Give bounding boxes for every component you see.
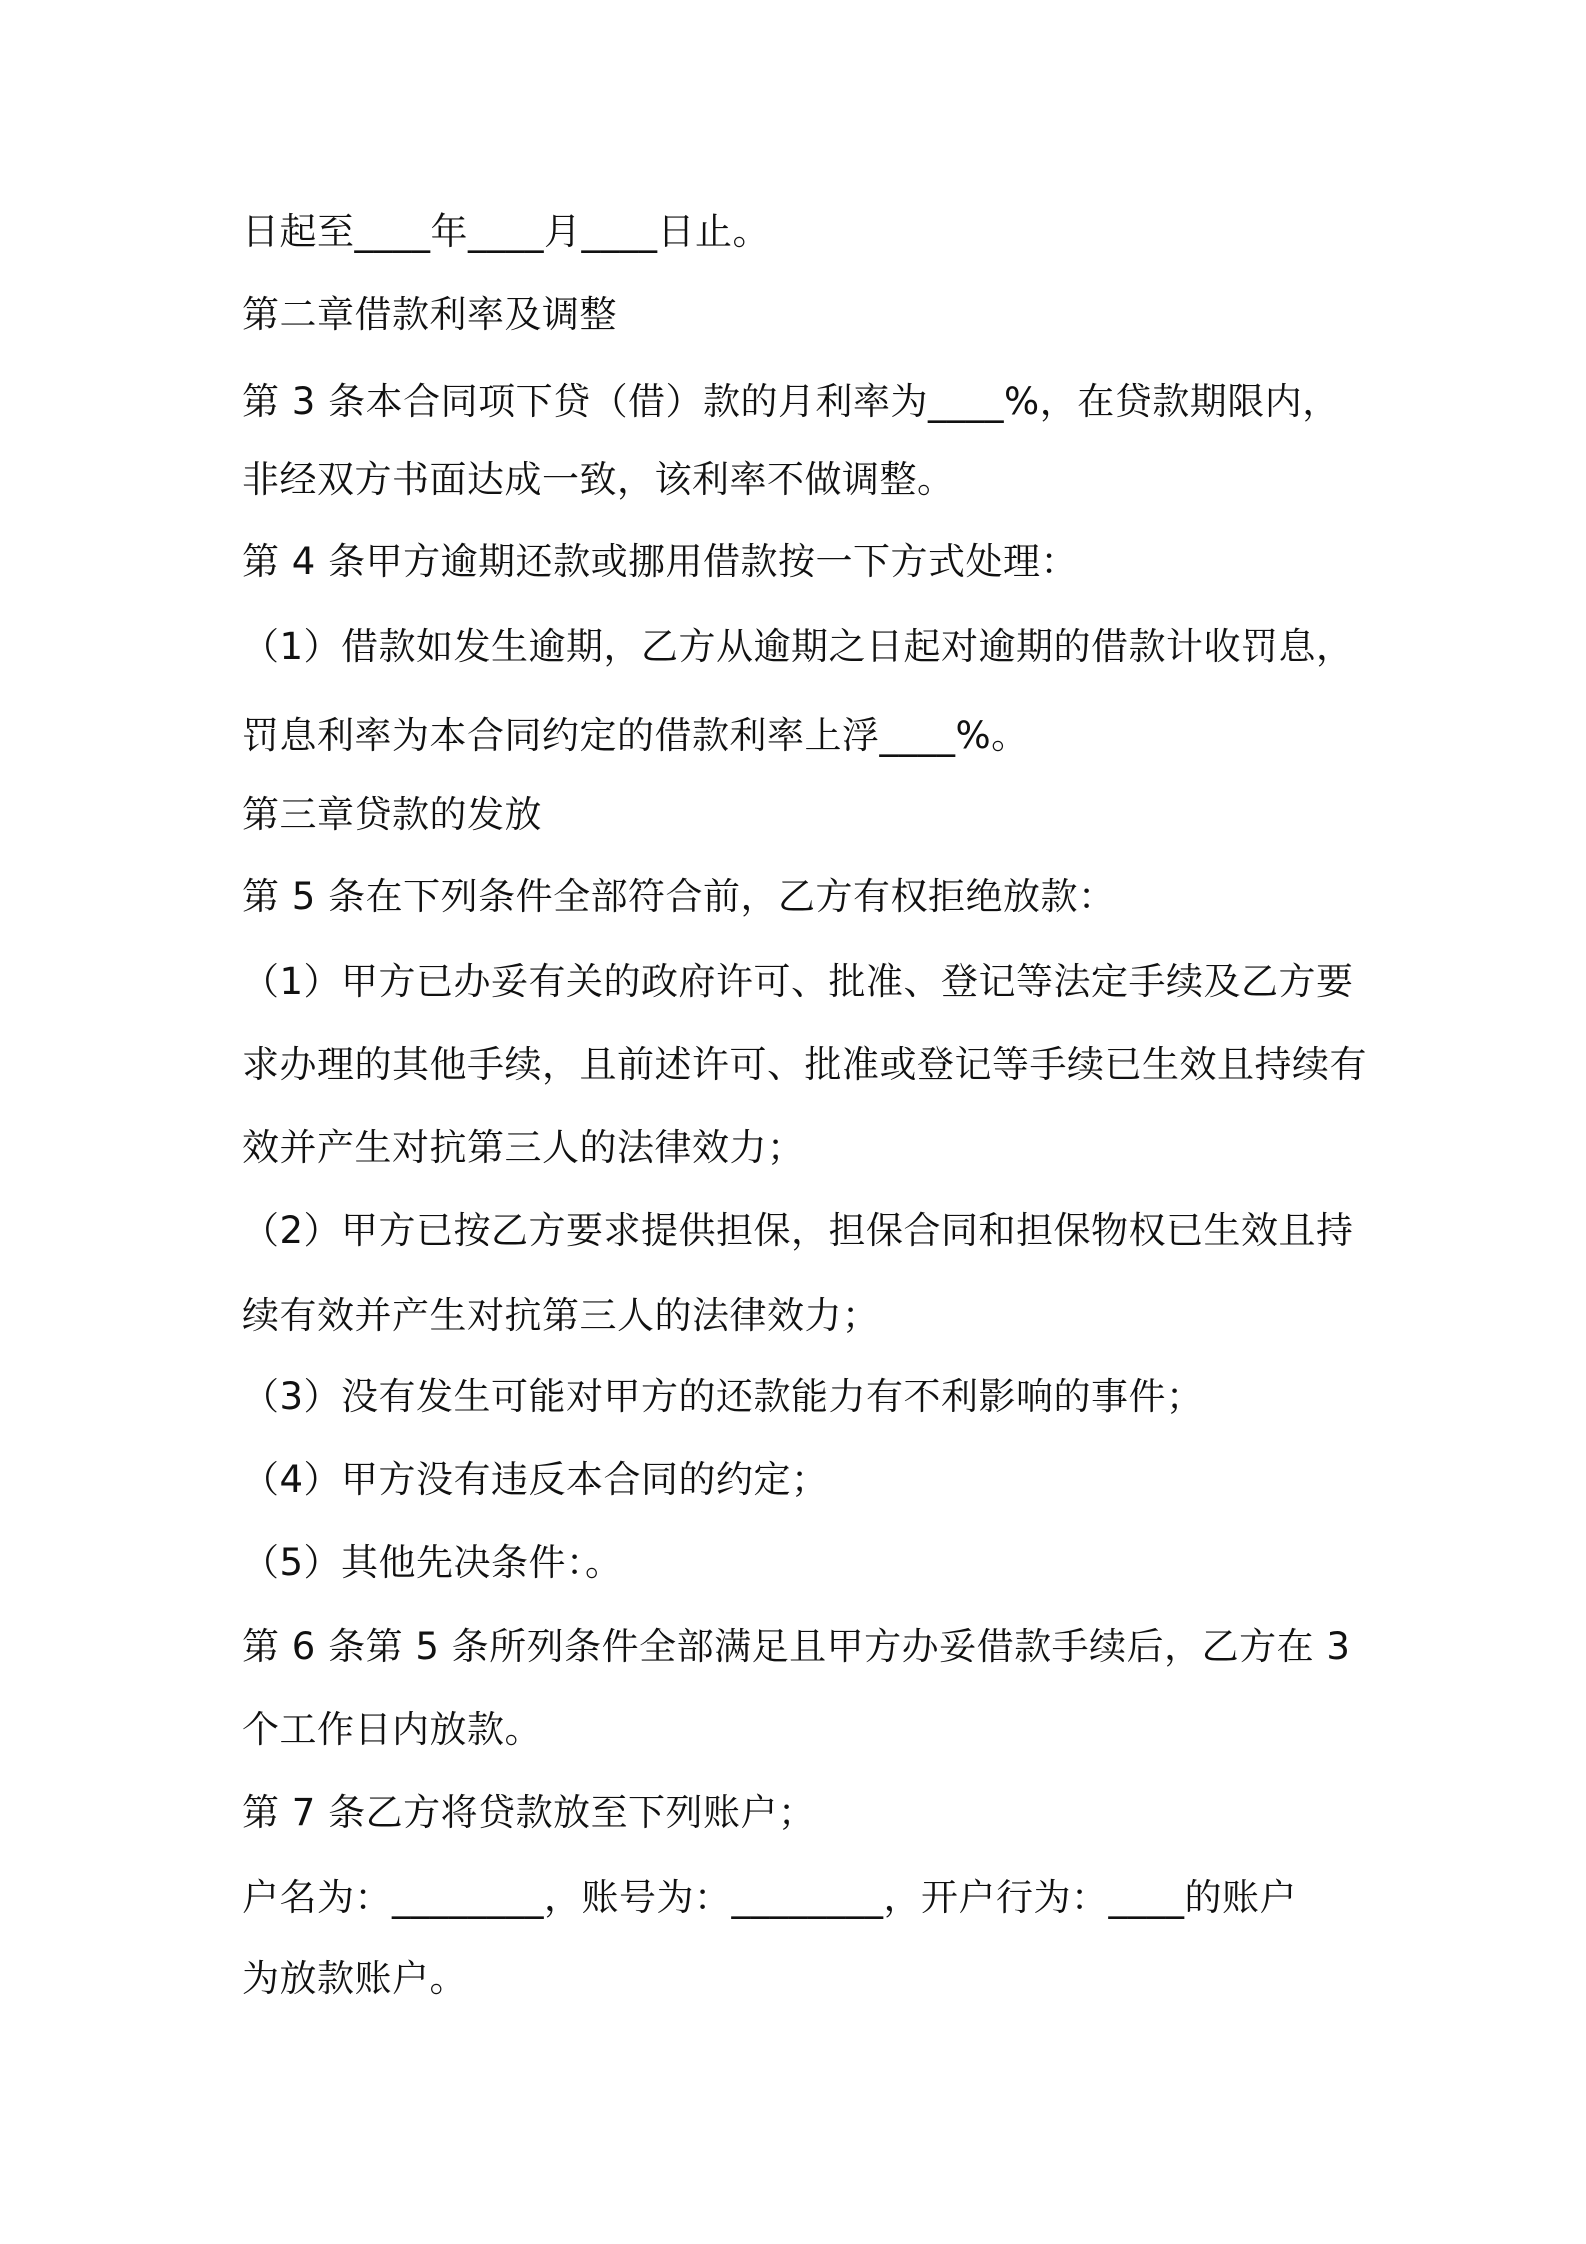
text-line: 第 3 条本合同项下贷（借）款的月利率为____%，在贷款期限内， bbox=[242, 380, 1340, 423]
text-line: 户名为：________，账号为：________，开户行为：____的账户 bbox=[242, 1876, 1297, 1919]
chapter-heading: 第二章借款利率及调整 bbox=[242, 293, 617, 336]
text-line: 效并产生对抗第三人的法律效力； bbox=[242, 1126, 805, 1169]
text-line: 个工作日内放款。 bbox=[242, 1708, 542, 1751]
text-line: 日起至____年____月____日止。 bbox=[242, 210, 770, 253]
text-line: 非经双方书面达成一致，该利率不做调整。 bbox=[242, 458, 955, 501]
text-line: 续有效并产生对抗第三人的法律效力； bbox=[242, 1294, 880, 1337]
text-line: 第 5 条在下列条件全部符合前，乙方有权拒绝放款： bbox=[242, 875, 1116, 918]
text-line: 为放款账户。 bbox=[242, 1957, 467, 2000]
text-line: 第 4 条甲方逾期还款或挪用借款按一下方式处理： bbox=[242, 540, 1079, 583]
text-line: （1）借款如发生逾期，乙方从逾期之日起对逾期的借款计收罚息， bbox=[242, 625, 1354, 668]
text-line: 罚息利率为本合同约定的借款利率上浮____%。 bbox=[242, 714, 1029, 757]
chapter-heading: 第三章贷款的发放 bbox=[242, 793, 542, 836]
text-line: （1）甲方已办妥有关的政府许可、批准、登记等法定手续及乙方要 bbox=[242, 960, 1354, 1003]
text-line: （5）其他先决条件：。 bbox=[242, 1541, 623, 1584]
text-line: 求办理的其他手续，且前述许可、批准或登记等手续已生效且持续有 bbox=[242, 1043, 1367, 1086]
text-line: （4）甲方没有违反本合同的约定； bbox=[242, 1458, 829, 1501]
text-line: （2）甲方已按乙方要求提供担保，担保合同和担保物权已生效且持 bbox=[242, 1209, 1354, 1252]
text-line: （3）没有发生可能对甲方的还款能力有不利影响的事件； bbox=[242, 1375, 1204, 1418]
text-line: 第 7 条乙方将贷款放至下列账户； bbox=[242, 1791, 816, 1834]
text-line: 第 6 条第 5 条所列条件全部满足且甲方办妥借款手续后，乙方在 3 bbox=[242, 1625, 1351, 1668]
